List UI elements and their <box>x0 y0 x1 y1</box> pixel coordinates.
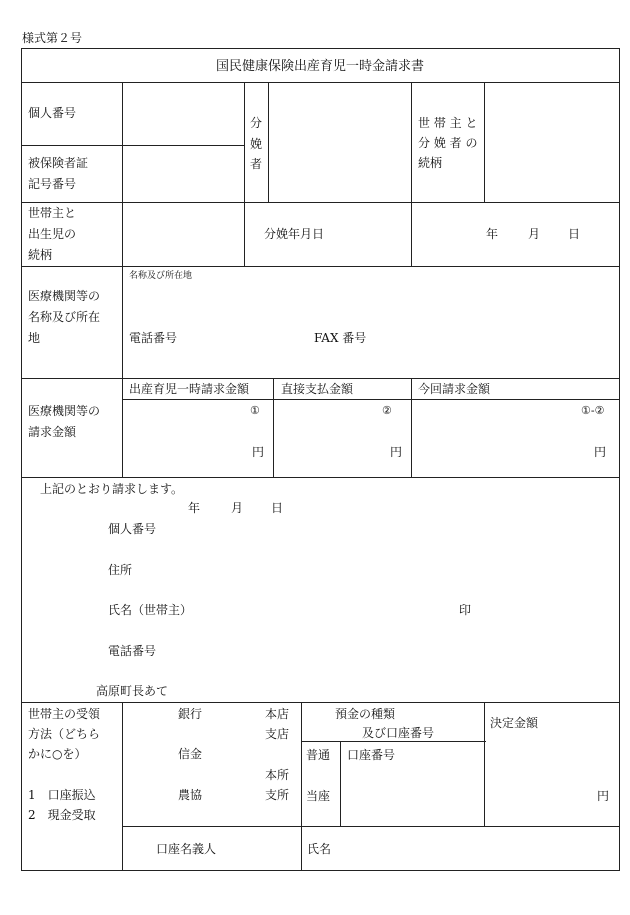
label-institution-name-address: 名称及び所在地 <box>129 271 193 281</box>
branch-label: 支店 <box>265 727 290 741</box>
form-title: 国民健康保険出産育児一時金請求書 <box>215 59 424 74</box>
declaration-statement: 上記のとおり請求します。 <box>40 482 184 496</box>
payment-option-transfer: 1 口座振込 <box>28 788 96 802</box>
label-fax: FAX 番号 <box>314 331 367 345</box>
deposit-type-2: 及び口座番号 <box>362 726 435 740</box>
declaration-year: 年 <box>188 501 201 515</box>
nokyo-label: 農協 <box>178 788 203 802</box>
label-institution-3: 地 <box>28 331 41 345</box>
label-institution-2: 名称及び所在 <box>28 310 101 324</box>
account-number-label: 口座番号 <box>347 748 396 762</box>
label-delivery-person-3: 者 <box>250 157 263 171</box>
form-number: 様式第２号 <box>22 31 83 45</box>
yen-1: 円 <box>252 445 265 459</box>
label-individual-number: 個人番号 <box>28 106 77 120</box>
payment-method-2: 方法（どちら <box>28 727 101 741</box>
col-lump-sum: 出産育児一時請求金額 <box>129 382 250 396</box>
current-account: 当座 <box>306 789 331 803</box>
payment-option-cash: 2 現金受取 <box>28 808 96 822</box>
account-holder-label: 口座名義人 <box>156 842 217 856</box>
decided-amount-yen: 円 <box>597 789 610 803</box>
label-institution-1: 医療機関等の <box>28 289 101 303</box>
label-claim-amount-1: 医療機関等の <box>28 404 101 418</box>
yen-3: 円 <box>594 445 607 459</box>
payment-method-3: かに○を） <box>28 747 87 761</box>
mark-2: ② <box>382 404 392 417</box>
label-date-month: 月 <box>528 227 541 241</box>
label-relation-head-delivery-1: 世 帯 主 と <box>418 116 478 130</box>
shinkin-label: 信金 <box>178 747 203 761</box>
mark-diff: ①-② <box>581 404 605 417</box>
col-this-claim: 今回請求金額 <box>418 382 491 396</box>
label-delivery-person-1: 分 <box>250 116 263 130</box>
col-direct-payment: 直接支払金額 <box>281 382 354 396</box>
decided-amount-label: 決定金額 <box>490 716 539 730</box>
label-relation-head-child-1: 世帯主と <box>28 206 77 220</box>
label-relation-head-delivery-3: 続柄 <box>418 156 443 170</box>
deposit-type-1: 預金の種類 <box>335 707 396 721</box>
label-insurance-card-2: 記号番号 <box>28 177 77 191</box>
yen-2: 円 <box>390 445 403 459</box>
declaration-address: 住所 <box>108 563 133 577</box>
declaration-month: 月 <box>231 501 244 515</box>
label-delivery-person-2: 娩 <box>250 137 263 151</box>
label-relation-head-child-2: 出生児の <box>28 227 77 241</box>
ordinary-account: 普通 <box>306 748 331 762</box>
head-office-2-label: 本所 <box>265 768 290 782</box>
mark-1: ① <box>250 404 260 417</box>
label-relation-head-delivery-2: 分 娩 者 の <box>418 136 478 150</box>
label-delivery-date: 分娩年月日 <box>264 227 325 241</box>
label-relation-head-child-3: 続柄 <box>28 248 53 262</box>
seal-mark: 印 <box>459 603 472 617</box>
declaration-day: 日 <box>271 501 284 515</box>
declaration-addressee: 高原町長あて <box>96 684 169 698</box>
label-claim-amount-2: 請求金額 <box>28 425 77 439</box>
declaration-individual-number: 個人番号 <box>108 522 157 536</box>
head-office-label: 本店 <box>265 707 290 721</box>
holder-name-label: 氏名 <box>307 842 332 856</box>
declaration-name: 氏名（世帯主） <box>108 603 193 617</box>
label-date-year: 年 <box>486 227 499 241</box>
branch-2-label: 支所 <box>265 788 290 802</box>
payment-method-1: 世帯主の受領 <box>28 707 101 721</box>
label-insurance-card-1: 被保険者証 <box>28 156 89 170</box>
label-date-day: 日 <box>568 227 581 241</box>
label-phone: 電話番号 <box>129 331 178 345</box>
declaration-phone: 電話番号 <box>108 644 157 658</box>
bank-label: 銀行 <box>178 707 203 721</box>
